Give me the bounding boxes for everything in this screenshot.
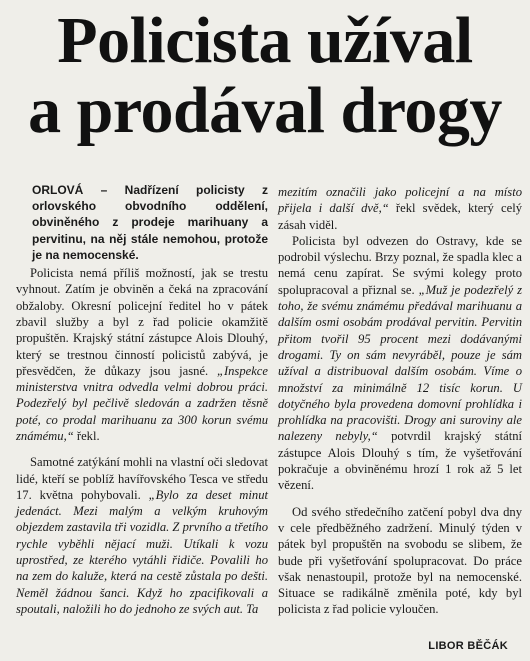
paragraph: Od svého středečního zatčení pobyl dva dny v cele předběžného zadržení. Minulý týden v pátek byl propuštěn na svobodu se slibem, že bude při vyšetřování spolupracovat. Do práce však nenastoupil, protože byl na nemocenské. Situace se radikálně změnila poté, kdy byl policista z řad policie vyloučen.	[278, 504, 522, 617]
quote-text: „Inspekce ministerstva vnitra odvedla velmi dobrou práci. Podezřelý byl pečlivě sledován a zadržen těsně poté, co prodal marihuanu za 300 korun svému známému,“	[16, 363, 268, 443]
article-column-right	[278, 184, 522, 618]
paragraph	[278, 184, 522, 233]
paragraph	[16, 454, 268, 617]
paragraph-text: Policista byl odvezen do Ostravy, kde se podrobil výslechu. Brzy poznal, že spadla klec a nemá cenu zapírat. Se svými kolegy proto spolupracoval a přiznal se.	[278, 233, 522, 297]
paragraph-text: řekl.	[73, 428, 100, 443]
paragraph-text: Policista nemá příliš možností, jak se trestu vyhnout. Zatím je obviněn a čeká na zpracování obžaloby. Okresní policejní ředitel ho v pátek zbavil služby a byl z řad policie okamžitě propuštěn. Krajský státní zástupce Alois Dlouhý, který se trestnou činností policistů zabývá, je přesvědčen, že důkazy jsou jasné.	[16, 266, 268, 378]
quote-text: „Muž je podezřelý z toho, že svému známému předával marihuanu a dalším osmi osobám prodával pervitin. Pervitin přitom tvořil 95 procent mezi dodávanými drogami. Ty on sám nevyráběl, pouze je sám užíval a distribuoval dalším osobám. Víme o množství za minimálně 12 tisíc korun. U dotyčného byla provedena domovní prohlídka i prohlídka na pracovišti. Drogy ani suroviny ale nalezeny nebyly,“	[278, 282, 522, 444]
quote-text: „Bylo za deset minut jedenáct. Mezi malým a velkým kruhovým objezdem zastavila tři vozidla. Z prvního a třetího rychle vyběhli nějací muži. Utíkali k vozu uprostřed, ze kterého vytáhli řidiče. Povalili ho na zem do kaluže, která na cestě zůstala po dešti. Neměl žádnou šanci. Když ho zpacifikovali a spoutali, naložili ho do jednoho ze svých aut. Ta	[16, 487, 268, 616]
paragraph	[278, 233, 522, 494]
article-headline	[0, 0, 530, 146]
paragraph-text: řekl svědek, který celý zásah viděl.	[278, 201, 522, 232]
author-byline: LIBOR BĚČÁK	[428, 640, 508, 652]
headline-line-1: Policista užíval	[57, 4, 473, 77]
headline-line-2: a prodával drogy	[28, 74, 502, 147]
paragraph	[16, 265, 268, 444]
paragraph-text: potvrdil krajský státní zástupce Alois Dlouhý s tím, že vyšetřování pokračuje a obviněnému hrozí 1 rok až 5 let vězení.	[278, 429, 523, 493]
quote-text: mezitím označili jako policejní a na místo přijela i další dvě,“	[278, 185, 522, 216]
article-column-left	[16, 182, 268, 617]
paragraph-text: Samotné zatýkání mohli na vlastní oči sledovat lidé, kteří se poblíž havířovského Tesca ve středu 17. května pohybovali.	[16, 455, 268, 502]
article-lead: ORLOVÁ – Nadřízení policisty z orlovského obvodního oddělení, obviněného z prodeje marihuany a pervitinu, na něj stále nemohou, protože je na nemocenské.	[32, 183, 268, 262]
